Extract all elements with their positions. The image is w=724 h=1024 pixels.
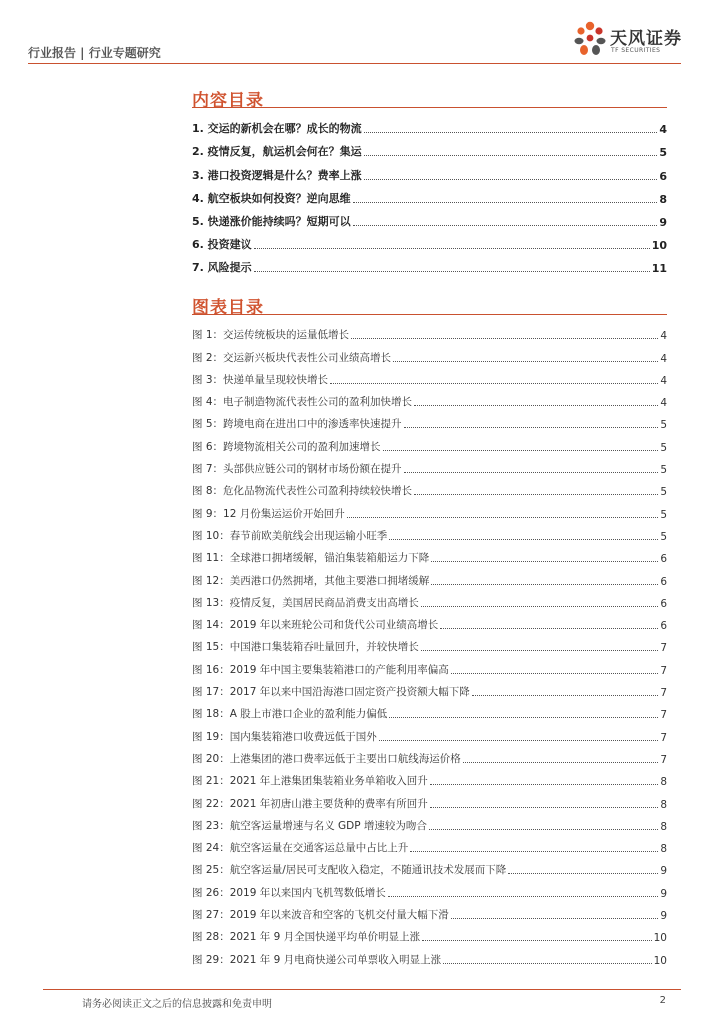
figure-entry[interactable] xyxy=(192,877,667,899)
figure-entry-page: 5 xyxy=(660,441,667,454)
dot-leader xyxy=(451,673,659,674)
dot-leader xyxy=(430,807,659,808)
toc-entry-page: 8 xyxy=(659,192,667,206)
figure-entry[interactable] xyxy=(192,721,667,743)
figure-entry-page: 7 xyxy=(660,731,667,744)
figure-entry-page: 8 xyxy=(660,820,667,833)
figure-entry[interactable] xyxy=(192,788,667,810)
figure-entry-label: 图 3：快递单量呈现较快增长 xyxy=(192,373,329,386)
toc-entry[interactable] xyxy=(192,136,667,159)
figure-entry-page: 9 xyxy=(660,887,667,900)
figure-entry-page: 4 xyxy=(660,397,667,410)
dot-leader xyxy=(353,225,658,226)
figure-entry-page: 4 xyxy=(660,374,667,387)
dot-leader xyxy=(254,248,650,249)
logo-english-name: TF SECURITIES xyxy=(611,47,661,54)
figure-entry[interactable] xyxy=(192,811,667,833)
toc-entry-label: 2. 疫情反复，航运机会何在？集运 xyxy=(192,145,362,159)
dot-leader xyxy=(430,784,659,785)
dot-leader xyxy=(351,338,658,339)
figure-entry[interactable] xyxy=(192,610,667,632)
figure-entry[interactable] xyxy=(192,387,667,409)
dot-leader xyxy=(364,155,658,156)
figure-entry-label: 图 11：全球港口拥堵缓解，锚泊集装箱船运力下降 xyxy=(192,552,430,565)
dot-leader xyxy=(431,561,658,562)
figure-entry[interactable] xyxy=(192,654,667,676)
figure-entry[interactable] xyxy=(192,632,667,654)
toc-entry-page: 4 xyxy=(659,123,667,137)
figure-entry[interactable] xyxy=(192,543,667,565)
toc-entry-label: 4. 航空板块如何投资？逆向思维 xyxy=(192,191,351,205)
figure-entry-label: 图 18：A 股上市港口企业的盈利能力偏低 xyxy=(192,708,388,721)
figure-entry[interactable] xyxy=(192,365,667,387)
figure-entry-page: 4 xyxy=(660,330,667,343)
dot-leader xyxy=(410,851,658,852)
dot-leader xyxy=(421,650,659,651)
dot-leader xyxy=(364,132,658,133)
figure-entry[interactable] xyxy=(192,498,667,520)
figure-entry-page: 5 xyxy=(660,508,667,521)
figure-entry-page: 9 xyxy=(660,865,667,878)
toc-entry[interactable] xyxy=(192,252,667,275)
figure-entry-page: 6 xyxy=(660,553,667,566)
figure-entry[interactable] xyxy=(192,454,667,476)
figure-entry[interactable] xyxy=(192,342,667,364)
figure-entry[interactable] xyxy=(192,431,667,453)
figure-entry-label: 图 1：交运传统板块的运量低增长 xyxy=(192,329,350,342)
figure-entry-page: 7 xyxy=(660,664,667,677)
figures-list xyxy=(192,320,667,967)
toc-entry-label: 3. 港口投资逻辑是什么？费率上涨 xyxy=(192,168,362,182)
figure-entry-label: 图 12：美西港口仍然拥堵，其他主要港口拥堵缓解 xyxy=(192,574,430,587)
figure-entry-page: 10 xyxy=(653,932,667,945)
figure-entry-label: 图 13：疫情反复，美国居民商品消费支出高增长 xyxy=(192,596,419,609)
dot-leader xyxy=(508,873,658,874)
dot-leader xyxy=(364,179,658,180)
dot-leader xyxy=(388,896,659,897)
tf-logo-icon xyxy=(572,20,608,58)
figure-entry[interactable] xyxy=(192,565,667,587)
toc-entry[interactable] xyxy=(192,159,667,182)
figure-entry-label: 图 22：2021 年初唐山港主要货种的费率有所回升 xyxy=(192,797,428,810)
logo-chinese-name: 天风证券 xyxy=(610,29,682,49)
figure-entry-label: 图 14：2019 年以来班轮公司和货代公司业绩高增长 xyxy=(192,619,439,632)
dot-leader xyxy=(472,695,659,696)
figure-entry[interactable] xyxy=(192,521,667,543)
figure-entry-page: 5 xyxy=(660,486,667,499)
toc-entry-page: 5 xyxy=(659,146,667,160)
toc-entry-page: 11 xyxy=(651,262,667,276)
figure-entry-label: 图 25：航空客运量/居民可支配收入稳定，不随通讯技术发展而下降 xyxy=(192,864,507,877)
figure-entry-label: 图 7：头部供应链公司的钢材市场份额在提升 xyxy=(192,463,402,476)
dot-leader xyxy=(330,383,658,384)
figure-entry-page: 10 xyxy=(653,954,667,967)
toc-entry-label: 1. 交运的新机会在哪？成长的物流 xyxy=(192,122,362,136)
figure-entry[interactable] xyxy=(192,944,667,966)
figure-entry-label: 图 17：2017 年以来中国沿海港口固定资产投资额大幅下降 xyxy=(192,686,470,699)
toc-entry-label: 7. 风险提示 xyxy=(192,261,252,275)
figure-entry-page: 5 xyxy=(660,419,667,432)
figure-entry-label: 图 21：2021 年上港集团集装箱业务单箱收入回升 xyxy=(192,775,428,788)
dot-leader xyxy=(347,517,659,518)
dot-leader xyxy=(414,494,658,495)
footer-disclaimer[interactable]: 请务必阅读正文之后的信息披露和免责申明 xyxy=(82,999,272,1010)
toc-entry-page: 10 xyxy=(651,239,667,253)
figure-entry-label: 图 19：国内集装箱港口收费远低于国外 xyxy=(192,730,377,743)
toc-entry-page: 9 xyxy=(659,215,667,229)
toc-entry[interactable] xyxy=(192,183,667,206)
dot-leader xyxy=(379,740,659,741)
figure-entry-label: 图 28：2021 年 9 月全国快递平均单价明显上涨 xyxy=(192,931,421,944)
figure-entry-label: 图 15：中国港口集装箱吞吐量回升，并较快增长 xyxy=(192,641,419,654)
figure-entry-label: 图 5：跨境电商在进出口中的渗透率快速提升 xyxy=(192,418,402,431)
dot-leader xyxy=(431,584,658,585)
dot-leader xyxy=(353,202,658,203)
toc-entry-label: 5. 快递涨价能持续吗？短期可以 xyxy=(192,214,351,228)
dot-leader xyxy=(254,271,650,272)
figure-entry[interactable] xyxy=(192,320,667,342)
figure-entry[interactable] xyxy=(192,588,667,610)
dot-leader xyxy=(422,940,652,941)
footer-divider xyxy=(43,989,681,990)
dot-leader xyxy=(389,539,658,540)
figure-entry-page: 9 xyxy=(660,910,667,923)
figure-entry-page: 7 xyxy=(660,709,667,722)
figure-entry-page: 7 xyxy=(660,753,667,766)
toc-title: 内容目录 xyxy=(192,91,264,111)
dot-leader xyxy=(414,405,658,406)
figure-entry-label: 图 20：上港集团的港口费率远低于主要出口航线海运价格 xyxy=(192,752,461,765)
dot-leader xyxy=(440,628,658,629)
header-divider xyxy=(28,63,681,64)
figure-entry-label: 图 10：春节前欧美航线会出现运输小旺季 xyxy=(192,529,388,542)
brand-logo xyxy=(572,20,684,60)
figure-entry[interactable] xyxy=(192,699,667,721)
dot-leader xyxy=(429,829,658,830)
figure-entry-label: 图 27：2019 年以来波音和空客的飞机交付量大幅下滑 xyxy=(192,909,449,922)
dot-leader xyxy=(451,918,659,919)
figure-entry[interactable] xyxy=(192,476,667,498)
figure-entry-page: 6 xyxy=(660,620,667,633)
figure-entry-page: 6 xyxy=(660,575,667,588)
figure-entry-label: 图 29：2021 年 9 月电商快递公司单票收入明显上涨 xyxy=(192,953,442,966)
dot-leader xyxy=(383,450,659,451)
figure-entry[interactable] xyxy=(192,766,667,788)
figure-entry-page: 5 xyxy=(660,464,667,477)
figure-entry[interactable] xyxy=(192,922,667,944)
toc-entry[interactable] xyxy=(192,229,667,252)
toc-entry-page: 6 xyxy=(659,169,667,183)
figure-entry[interactable] xyxy=(192,677,667,699)
figure-entry-label: 图 6：跨境物流相关公司的盈利加速增长 xyxy=(192,440,381,453)
figure-entry[interactable] xyxy=(192,855,667,877)
dot-leader xyxy=(443,963,652,964)
figure-entry-page: 8 xyxy=(660,798,667,811)
figure-entry[interactable] xyxy=(192,409,667,431)
dot-leader xyxy=(389,717,658,718)
page-number: 2 xyxy=(659,995,666,1006)
figure-entry-page: 7 xyxy=(660,687,667,700)
dot-leader xyxy=(404,472,659,473)
figures-title: 图表目录 xyxy=(192,298,264,318)
toc-entry-label: 6. 投资建议 xyxy=(192,238,252,252)
dot-leader xyxy=(421,606,659,607)
toc-entry[interactable] xyxy=(192,206,667,229)
dot-leader xyxy=(463,762,659,763)
toc-list xyxy=(192,113,667,275)
figure-entry-label: 图 2：交运新兴板块代表性公司业绩高增长 xyxy=(192,351,392,364)
figure-entry-label: 图 16：2019 年中国主要集装箱港口的产能利用率偏高 xyxy=(192,663,449,676)
dot-leader xyxy=(393,361,658,362)
dot-leader xyxy=(404,427,659,428)
figure-entry-label: 图 24：航空客运量在交通客运总量中占比上升 xyxy=(192,842,409,855)
header-report-type: 行业报告 | 行业专题研究 xyxy=(28,46,161,60)
toc-entry[interactable] xyxy=(192,113,667,136)
figure-entry-page: 5 xyxy=(660,530,667,543)
figure-entry-page: 4 xyxy=(660,352,667,365)
figure-entry[interactable] xyxy=(192,744,667,766)
figure-entry-label: 图 26：2019 年以来国内飞机驾数低增长 xyxy=(192,886,386,899)
figure-entry-label: 图 23：航空客运量增速与名义 GDP 增速较为吻合 xyxy=(192,819,427,832)
figure-entry-page: 6 xyxy=(660,597,667,610)
figure-entry-page: 7 xyxy=(660,642,667,655)
figures-title-underline xyxy=(192,314,667,315)
figure-entry[interactable] xyxy=(192,833,667,855)
toc-title-underline xyxy=(192,107,667,108)
figure-entry-page: 8 xyxy=(660,776,667,789)
figure-entry-label: 图 8：危化品物流代表性公司盈利持续较快增长 xyxy=(192,485,413,498)
figure-entry[interactable] xyxy=(192,900,667,922)
figure-entry-label: 图 9：12 月份集运运价开始回升 xyxy=(192,507,345,520)
figure-entry-label: 图 4：电子制造物流代表性公司的盈利加快增长 xyxy=(192,396,413,409)
figure-entry-page: 8 xyxy=(660,843,667,856)
